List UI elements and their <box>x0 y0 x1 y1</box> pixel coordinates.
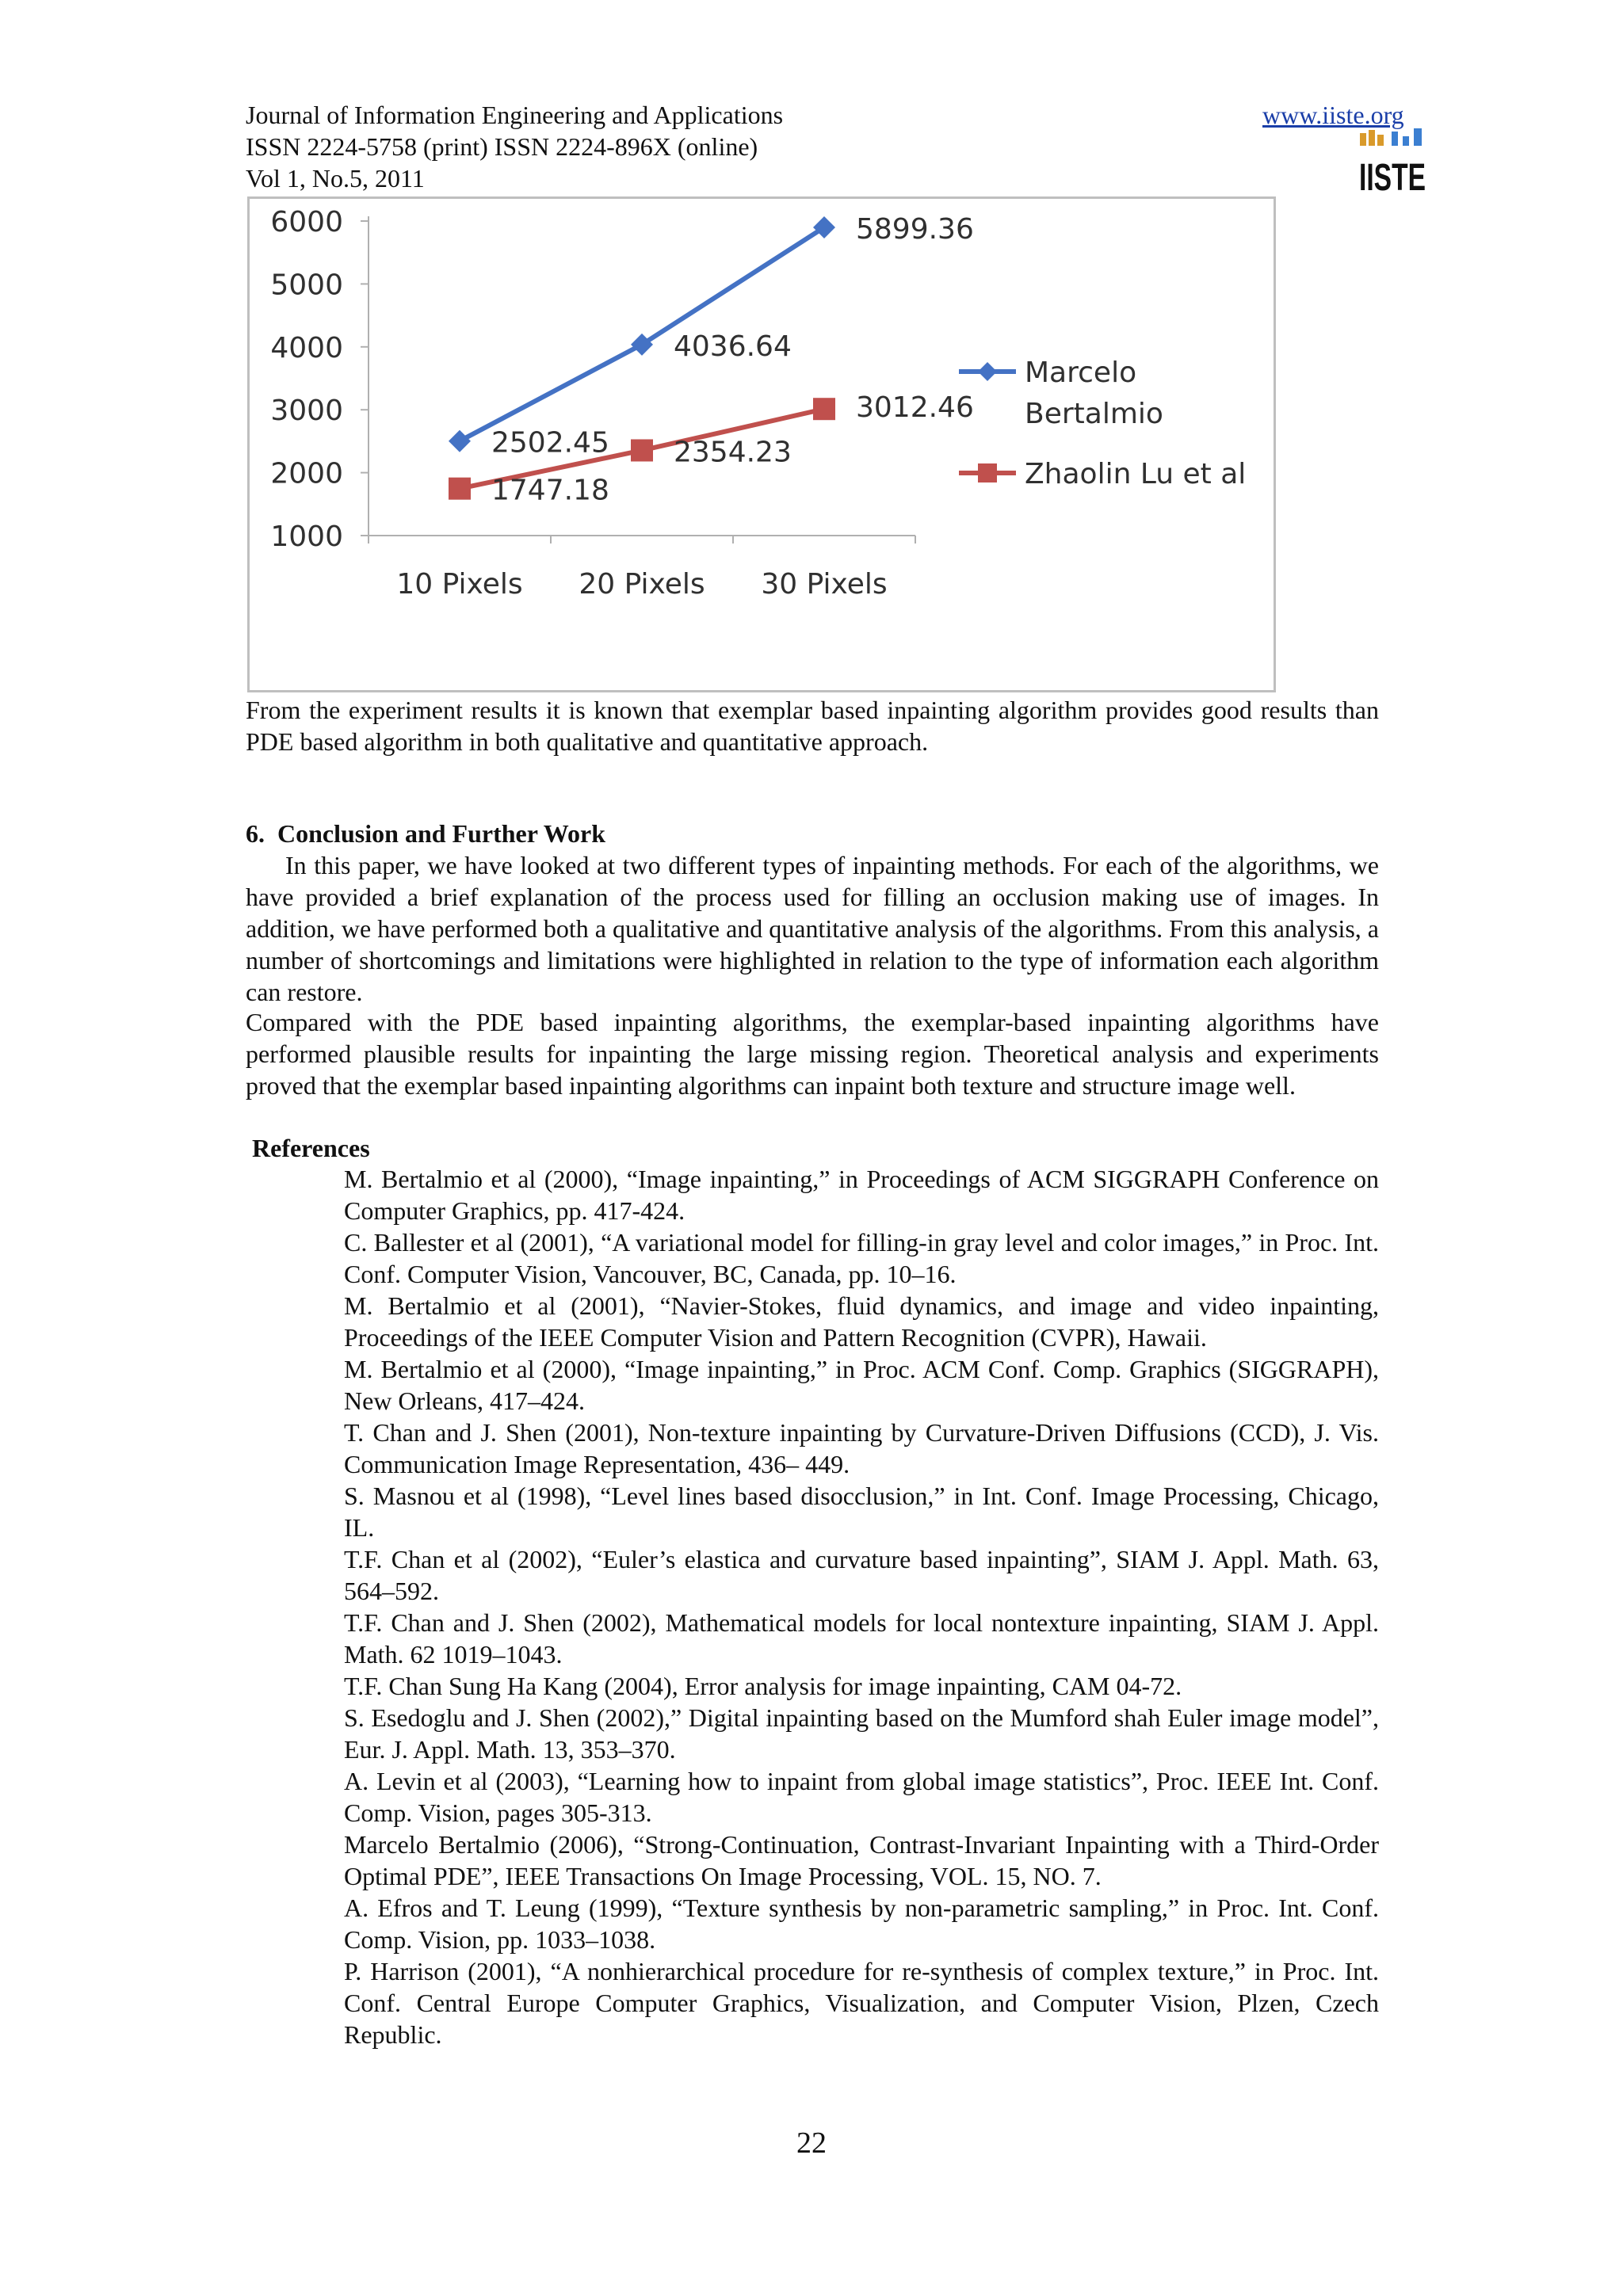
legend-marker-square <box>978 463 997 482</box>
data-label: 3012.46 <box>856 391 974 425</box>
data-point-square <box>449 478 471 500</box>
page-number: 22 <box>796 2126 827 2160</box>
legend-label: Bertalmio <box>1025 398 1163 430</box>
logo-bar-4 <box>1392 132 1398 146</box>
data-label: 4036.64 <box>674 330 792 363</box>
reference-item: T.F. Chan and J. Shen (2002), Mathematical models for local nontexture inpainting, SIAM J. Appl. Math. 62 1019–1043. <box>344 1608 1379 1669</box>
y-tick-label: 6000 <box>270 206 343 238</box>
x-tick-label: 30 Pixels <box>761 568 888 601</box>
reference-item: T.F. Chan et al (2002), “Euler’s elastica and curvature based inpainting”, SIAM J. Appl. Math. 63, 564–592. <box>344 1545 1379 1605</box>
reference-item: M. Bertalmio et al (2000), “Image inpainting,” in Proceedings of ACM SIGGRAPH Conference on Computer Graphics, pp. 417-424. <box>344 1165 1379 1225</box>
reference-item: T. Chan and J. Shen (2001), Non-texture inpainting by Curvature-Driven Diffusions (CCD), J. Vis. Communication Image Representation, 436– 449. <box>344 1418 1379 1478</box>
reference-item: S. Esedoglu and J. Shen (2002),” Digital inpainting based on the Mumford shah Euler image model”, Eur. J. Appl. Math. 13, 353–370. <box>344 1703 1379 1764</box>
legend-label: Zhaolin Lu et al <box>1025 458 1247 490</box>
y-tick-label: 2000 <box>270 457 343 490</box>
logo-bar-5 <box>1403 136 1409 146</box>
y-tick-label: 4000 <box>270 331 343 364</box>
legend-label: Marcelo <box>1025 357 1137 389</box>
experiment-paragraph: From the experiment results it is known that exemplar based inpainting algorithm provides good results than PDE based algorithm in both qualitative and quantitative approach. <box>246 696 1379 756</box>
data-label: 5899.36 <box>856 212 974 246</box>
logo-bar-3 <box>1377 135 1384 146</box>
reference-item: M. Bertalmio et al (2000), “Image inpainting,” in Proc. ACM Conf. Comp. Graphics (SIGGRAPH), New Orleans, 417–424. <box>344 1355 1379 1415</box>
line-chart <box>247 196 1276 692</box>
reference-item: M. Bertalmio et al (2001), “Navier-Stokes, fluid dynamics, and image and video inpainting, Proceedings of the IEEE Computer Vision and Pattern Recognition (CVPR), Hawaii. <box>344 1291 1379 1352</box>
section-heading <box>246 818 605 849</box>
reference-item: C. Ballester et al (2001), “A variational model for filling-in gray level and color images,” in Proc. Int. Conf. Computer Vision, Vancouver, BC, Canada, pp. 10–16. <box>344 1228 1379 1288</box>
data-label: 1747.18 <box>491 474 609 507</box>
reference-item: A. Levin et al (2003), “Learning how to inpaint from global image statistics”, Proc. IEEE Int. Conf. Comp. Vision, pages 305-313. <box>344 1767 1379 1827</box>
reference-item: A. Efros and T. Leung (1999), “Texture synthesis by non-parametric sampling,” in Proc. Int. Conf. Comp. Vision, pp. 1033–1038. <box>344 1894 1379 1954</box>
conclusion-paragraph-1: In this paper, we have looked at two different types of inpainting methods. For each of the algorithms, we have provided a brief explanation of the process used for filling an occlusion making use of images. In addition, we have performed both a qualitative and quantitative analysis of the algorithms. From this analysis, a number of shortcomings and limitations were highlighted in relation to the type of information each algorithm can restore. <box>246 851 1379 1006</box>
section-number: 6. <box>246 819 265 848</box>
chart-canvas <box>250 199 1274 690</box>
journal-title: Journal of Information Engineering and Applications <box>246 101 784 129</box>
references-list <box>339 1163 1379 2050</box>
issn-line: ISSN 2224-5758 (print) ISSN 2224-896X (online) <box>246 132 758 161</box>
data-label: 2502.45 <box>491 426 609 460</box>
logo-text: IISTE <box>1359 157 1426 199</box>
logo-bar-1 <box>1360 133 1366 146</box>
data-point-square <box>813 398 835 420</box>
logo-bar-2 <box>1369 130 1375 146</box>
logo-bar-6 <box>1414 128 1422 146</box>
references-heading: References <box>252 1134 370 1162</box>
volume-line: Vol 1, No.5, 2011 <box>246 164 425 193</box>
section-title: Conclusion and Further Work <box>277 819 606 848</box>
reference-item: Marcelo Bertalmio (2006), “Strong-Continuation, Contrast-Invariant Inpainting with a Third-Order Optimal PDE”, IEEE Transactions On Image Processing, VOL. 15, NO. 7. <box>344 1830 1379 1890</box>
legend-marker-diamond <box>978 362 997 381</box>
data-label: 2354.23 <box>674 436 792 469</box>
conclusion-paragraph-2: Compared with the PDE based inpainting algorithms, the exemplar-based inpainting algorithms have performed plausible results for inpainting the large missing region. Theoretical analysis and experiments proved that the exemplar based inpainting algorithms can inpaint both texture and structure image well. <box>246 1008 1379 1100</box>
website-link[interactable]: www.iiste.org <box>1262 101 1404 129</box>
reference-item: S. Masnou et al (1998), “Level lines based disocclusion,” in Int. Conf. Image Processing, Chicago, IL. <box>344 1482 1379 1542</box>
reference-item: P. Harrison (2001), “A nonhierarchical procedure for re-synthesis of complex texture,” in Proc. Int. Conf. Central Europe Computer Graphics, Visualization, and Computer Vision, Plzen, Czech Republic. <box>344 1957 1379 2049</box>
x-tick-label: 10 Pixels <box>396 568 523 601</box>
data-point-square <box>631 439 653 461</box>
iiste-logo <box>1357 127 1428 199</box>
y-tick-label: 1000 <box>270 521 343 553</box>
reference-item: T.F. Chan Sung Ha Kang (2004), Error analysis for image inpainting, CAM 04-72. <box>344 1672 1182 1700</box>
data-point-diamond <box>449 430 471 452</box>
x-tick-label: 20 Pixels <box>579 568 705 601</box>
y-tick-label: 3000 <box>270 395 343 428</box>
y-tick-label: 5000 <box>270 269 343 302</box>
